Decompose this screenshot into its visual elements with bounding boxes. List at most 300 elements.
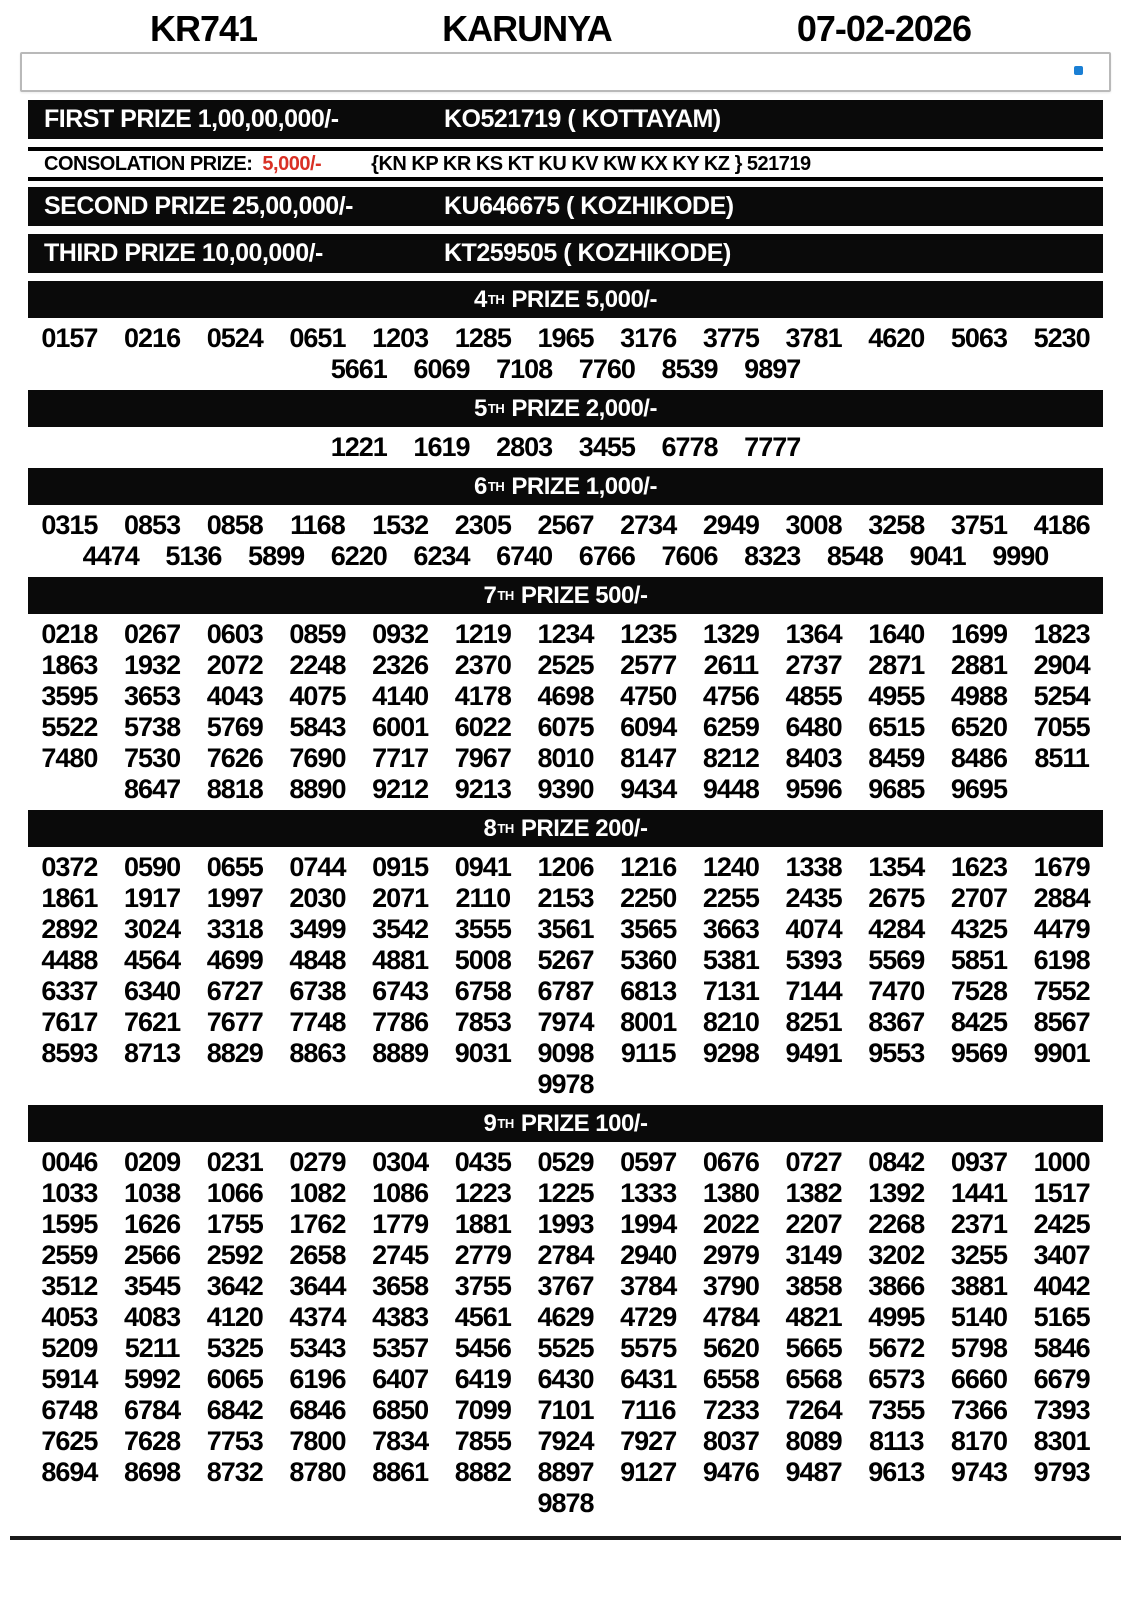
ticket-number: 2268 <box>868 1209 925 1239</box>
ticket-number: 7621 <box>124 1007 181 1037</box>
ticket-number: 7760 <box>578 354 635 384</box>
bottom-divider <box>10 1536 1121 1540</box>
ticket-number: 7927 <box>620 1426 677 1456</box>
ticket-number: 1863 <box>41 650 98 680</box>
prize-section-header: 7 TH PRIZE 500/- <box>28 577 1103 614</box>
ticket-number: 4043 <box>206 681 263 711</box>
ticket-number: 3858 <box>785 1271 842 1301</box>
ticket-number: 3663 <box>702 914 759 944</box>
ticket-number: 8882 <box>454 1457 511 1487</box>
ticket-number: 1338 <box>785 852 842 882</box>
ticket-number: 2734 <box>620 510 677 540</box>
ticket-number: 3008 <box>785 510 842 540</box>
ticket-number: 4178 <box>454 681 511 711</box>
ticket-number: 3561 <box>537 914 594 944</box>
ticket-number: 2425 <box>1033 1209 1090 1239</box>
ticket-number: 7617 <box>41 1007 98 1037</box>
ticket-number: 8170 <box>950 1426 1007 1456</box>
ticket-number: 9476 <box>702 1457 759 1487</box>
consolation-label: CONSOLATION PRIZE: <box>44 152 253 175</box>
ticket-number: 7606 <box>661 541 718 571</box>
ticket-number: 4756 <box>702 681 759 711</box>
ticket-number: 6846 <box>289 1395 346 1425</box>
ticket-number: 1917 <box>124 883 181 913</box>
prize-numbers-grid <box>28 508 1103 575</box>
ticket-number: 6094 <box>620 712 677 742</box>
ticket-number: 5211 <box>124 1333 180 1363</box>
ticket-number: 0372 <box>41 852 98 882</box>
ticket-number: 3318 <box>206 914 263 944</box>
ticket-number: 3595 <box>41 681 98 711</box>
ticket-number: 7108 <box>496 354 553 384</box>
ticket-number: 2658 <box>289 1240 346 1270</box>
ticket-number: 5992 <box>124 1364 181 1394</box>
ticket-number: 7470 <box>868 976 925 1006</box>
ticket-number: 7690 <box>289 743 346 773</box>
ticket-number: 7855 <box>454 1426 511 1456</box>
ticket-number: 2110 <box>455 883 511 913</box>
ticket-number: 5267 <box>537 945 594 975</box>
ticket-number: 3658 <box>372 1271 429 1301</box>
ticket-number: 2979 <box>702 1240 759 1270</box>
ticket-number: 9487 <box>785 1457 842 1487</box>
ticket-number: 7853 <box>454 1007 511 1037</box>
ticket-number: 1038 <box>124 1178 181 1208</box>
ticket-number: 8301 <box>1033 1426 1090 1456</box>
ticket-number: 7777 <box>744 432 801 462</box>
ticket-number: 5843 <box>289 712 346 742</box>
ticket-number: 2255 <box>702 883 759 913</box>
ticket-number: 8403 <box>785 743 842 773</box>
ticket-number: 6340 <box>124 976 181 1006</box>
ticket-number: 6758 <box>454 976 511 1006</box>
ticket-number: 1225 <box>537 1178 594 1208</box>
ticket-number: 6069 <box>413 354 470 384</box>
ticket-number: 0655 <box>206 852 263 882</box>
ticket-number: 6558 <box>702 1364 759 1394</box>
ticket-number: 1221 <box>330 432 387 462</box>
prize-sections <box>0 281 1131 1522</box>
ticket-number: 2675 <box>868 883 925 913</box>
ticket-number: 0209 <box>124 1147 181 1177</box>
ticket-number: 2030 <box>289 883 346 913</box>
ticket-number: 2871 <box>868 650 925 680</box>
ticket-number: 7233 <box>702 1395 759 1425</box>
ticket-number: 3455 <box>578 432 635 462</box>
ticket-number: 4699 <box>206 945 263 975</box>
ticket-number: 2250 <box>620 883 677 913</box>
ticket-number: 4083 <box>124 1302 181 1332</box>
ticket-number: 5254 <box>1033 681 1090 711</box>
ticket-number: 6430 <box>537 1364 594 1394</box>
ticket-number: 6573 <box>868 1364 925 1394</box>
prize-section-header: 4 TH PRIZE 5,000/- <box>28 281 1103 318</box>
ticket-number: 0603 <box>206 619 263 649</box>
ticket-number: 1881 <box>454 1209 511 1239</box>
prize-numbers-grid <box>28 430 1103 466</box>
ticket-number: 7101 <box>537 1395 594 1425</box>
ticket-number: 1392 <box>868 1178 925 1208</box>
ticket-number: 8732 <box>206 1457 263 1487</box>
ticket-number: 6748 <box>41 1395 98 1425</box>
ticket-number: 6419 <box>454 1364 511 1394</box>
ticket-number: 8698 <box>124 1457 181 1487</box>
ticket-number: 3512 <box>41 1271 98 1301</box>
ticket-number: 8010 <box>537 743 594 773</box>
ticket-number: 5575 <box>620 1333 677 1363</box>
ticket-number: 6743 <box>372 976 429 1006</box>
ticket-number: 5738 <box>124 712 181 742</box>
ticket-number: 1997 <box>206 883 263 913</box>
ticket-number: 6337 <box>41 976 98 1006</box>
ticket-number: 2559 <box>41 1240 98 1270</box>
ticket-number: 4561 <box>454 1302 511 1332</box>
prize-numbers-grid <box>28 321 1103 388</box>
ticket-number: 2371 <box>950 1209 1007 1239</box>
ticket-number: 8713 <box>124 1038 181 1068</box>
ticket-number: 0218 <box>41 619 98 649</box>
ticket-number: 4474 <box>82 541 139 571</box>
ticket-number: 6196 <box>289 1364 346 1394</box>
ticket-number: 6075 <box>537 712 594 742</box>
ticket-number: 7530 <box>124 743 181 773</box>
first-prize-label: FIRST PRIZE 1,00,00,000/- <box>44 105 339 133</box>
ticket-number: 5381 <box>702 945 759 975</box>
third-prize-bar <box>28 234 1103 273</box>
ticket-number: 8037 <box>702 1426 759 1456</box>
ticket-number: 7264 <box>785 1395 842 1425</box>
ticket-number: 1532 <box>372 510 429 540</box>
ticket-number: 5620 <box>702 1333 759 1363</box>
ticket-number: 3407 <box>1033 1240 1090 1270</box>
second-prize-label: SECOND PRIZE 25,00,000/- <box>44 192 353 220</box>
ticket-number: 0915 <box>372 852 429 882</box>
ticket-number: 0279 <box>289 1147 346 1177</box>
ticket-number: 1333 <box>620 1178 677 1208</box>
ticket-number: 0651 <box>289 323 346 353</box>
ticket-number: 0859 <box>289 619 346 649</box>
ticket-number: 1441 <box>950 1178 1007 1208</box>
ticket-number: 8425 <box>950 1007 1007 1037</box>
ticket-number: 3176 <box>620 323 677 353</box>
ticket-number: 5393 <box>785 945 842 975</box>
ticket-number: 0597 <box>620 1147 677 1177</box>
ticket-number: 3790 <box>702 1271 759 1301</box>
ticket-number: 4995 <box>868 1302 925 1332</box>
ticket-number: 5325 <box>206 1333 263 1363</box>
ticket-number: 8818 <box>206 774 263 804</box>
ticket-number: 6766 <box>578 541 635 571</box>
ticket-number: 3755 <box>454 1271 511 1301</box>
ticket-number: 6850 <box>372 1395 429 1425</box>
ticket-number: 5525 <box>537 1333 594 1363</box>
ticket-number: 8147 <box>620 743 677 773</box>
ticket-number: 8780 <box>289 1457 346 1487</box>
ticket-number: 6787 <box>537 976 594 1006</box>
ticket-number: 7967 <box>454 743 511 773</box>
ticket-number: 7786 <box>372 1007 429 1037</box>
ticket-number: 1932 <box>124 650 181 680</box>
ticket-number: 3644 <box>289 1271 346 1301</box>
prize-numbers-grid <box>28 850 1103 1103</box>
ticket-number: 1000 <box>1033 1147 1090 1177</box>
second-prize-bar <box>28 187 1103 226</box>
ticket-number: 5661 <box>330 354 387 384</box>
ticket-number: 4053 <box>41 1302 98 1332</box>
ticket-number: 1234 <box>537 619 594 649</box>
draw-date: 07-02-2026 <box>796 8 971 49</box>
ticket-number: 0937 <box>950 1147 1007 1177</box>
ticket-number: 8511 <box>1034 743 1089 773</box>
ticket-number: 9743 <box>950 1457 1007 1487</box>
ticket-number: 6259 <box>702 712 759 742</box>
consolation-prize-row <box>28 147 1103 181</box>
ticket-number: 4479 <box>1033 914 1090 944</box>
ticket-number: 4821 <box>785 1302 842 1332</box>
ticket-number: 9685 <box>868 774 925 804</box>
ticket-number: 6740 <box>496 541 553 571</box>
ticket-number: 7393 <box>1033 1395 1090 1425</box>
ticket-number: 8459 <box>868 743 925 773</box>
ticket-number: 8889 <box>372 1038 429 1068</box>
ticket-number: 8001 <box>620 1007 677 1037</box>
ticket-number: 7552 <box>1033 976 1090 1006</box>
ticket-number: 0231 <box>206 1147 263 1177</box>
ticket-number: 2566 <box>124 1240 181 1270</box>
prize-section-header: 5 TH PRIZE 2,000/- <box>28 390 1103 427</box>
ticket-number: 2525 <box>537 650 594 680</box>
ticket-number: 5914 <box>41 1364 98 1394</box>
ticket-number: 8323 <box>744 541 801 571</box>
ticket-number: 5230 <box>1033 323 1090 353</box>
ticket-number: 5008 <box>454 945 511 975</box>
ticket-number: 1168 <box>290 510 345 540</box>
ticket-number: 2611 <box>703 650 759 680</box>
ticket-number: 8089 <box>785 1426 842 1456</box>
ticket-number: 4074 <box>785 914 842 944</box>
lottery-name: KARUNYA <box>442 8 612 49</box>
ticket-number: 0842 <box>868 1147 925 1177</box>
ticket-number: 4284 <box>868 914 925 944</box>
ticket-number: 7717 <box>372 743 429 773</box>
ticket-number: 4488 <box>41 945 98 975</box>
ticket-number: 3653 <box>124 681 181 711</box>
ticket-number: 4698 <box>537 681 594 711</box>
ticket-number: 7144 <box>785 976 842 1006</box>
ticket-number: 1679 <box>1033 852 1090 882</box>
ticket-number: 7753 <box>206 1426 263 1456</box>
ticket-number: 6520 <box>950 712 1007 742</box>
ticket-number: 8829 <box>206 1038 263 1068</box>
ticket-number: 2949 <box>702 510 759 540</box>
ticket-number: 0676 <box>702 1147 759 1177</box>
ticket-number: 5357 <box>372 1333 429 1363</box>
ticket-number: 0267 <box>124 619 181 649</box>
ticket-number: 2784 <box>537 1240 594 1270</box>
consolation-series: {KN KP KR KS KT KU KV KW KX KY KZ } 521719 <box>371 152 811 175</box>
ticket-number: 4140 <box>372 681 429 711</box>
prize-numbers-grid <box>28 1145 1103 1522</box>
ticket-number: 1240 <box>702 852 759 882</box>
ticket-number: 4629 <box>537 1302 594 1332</box>
ticket-number: 5063 <box>950 323 1007 353</box>
ticket-number: 8694 <box>41 1457 98 1487</box>
ticket-number: 3555 <box>454 914 511 944</box>
ticket-number: 4383 <box>372 1302 429 1332</box>
ticket-number: 9434 <box>620 774 677 804</box>
ticket-number: 2881 <box>950 650 1007 680</box>
ticket-number: 4729 <box>620 1302 677 1332</box>
ticket-number: 9491 <box>785 1038 842 1068</box>
ticket-number: 8593 <box>41 1038 98 1068</box>
ticket-number: 9098 <box>537 1038 594 1068</box>
ticket-number: 3775 <box>702 323 759 353</box>
prize-section-header: 9 TH PRIZE 100/- <box>28 1105 1103 1142</box>
ticket-number: 9793 <box>1033 1457 1090 1487</box>
ticket-number: 5672 <box>868 1333 925 1363</box>
ticket-number: 6001 <box>372 712 429 742</box>
ticket-number: 2592 <box>206 1240 263 1270</box>
ticket-number: 9990 <box>992 541 1049 571</box>
ticket-number: 5569 <box>868 945 925 975</box>
ticket-number: 1382 <box>785 1178 842 1208</box>
ticket-number: 0435 <box>454 1147 511 1177</box>
ticket-number: 2904 <box>1033 650 1090 680</box>
ticket-number: 3751 <box>950 510 1007 540</box>
ticket-number: 1216 <box>620 852 677 882</box>
ticket-number: 1993 <box>537 1209 594 1239</box>
ticket-number: 5343 <box>289 1333 346 1363</box>
ticket-number: 2022 <box>702 1209 759 1239</box>
ticket-number: 6727 <box>206 976 263 1006</box>
ticket-number: 1626 <box>124 1209 181 1239</box>
ticket-number: 1354 <box>868 852 925 882</box>
ticket-number: 2737 <box>785 650 842 680</box>
ticket-number: 7528 <box>950 976 1007 1006</box>
ticket-number: 1762 <box>289 1209 346 1239</box>
ticket-number: 2326 <box>372 650 429 680</box>
ticket-number: 0157 <box>41 323 98 353</box>
ticket-number: 5798 <box>950 1333 1007 1363</box>
ticket-number: 9213 <box>454 774 511 804</box>
third-prize-label: THIRD PRIZE 10,00,000/- <box>44 239 323 267</box>
draw-code: KR741 <box>150 8 258 49</box>
ticket-number: 1285 <box>454 323 511 353</box>
ticket-number: 1086 <box>372 1178 429 1208</box>
ticket-number: 5165 <box>1033 1302 1090 1332</box>
empty-input-bar[interactable] <box>20 52 1111 92</box>
third-prize-winner: KT259505 ( KOZHIKODE) <box>444 239 731 267</box>
ticket-number: 2745 <box>372 1240 429 1270</box>
ticket-number: 1779 <box>372 1209 429 1239</box>
ticket-number: 3767 <box>537 1271 594 1301</box>
ticket-number: 7131 <box>702 976 759 1006</box>
ticket-number: 9553 <box>868 1038 925 1068</box>
ticket-number: 5851 <box>950 945 1007 975</box>
ticket-number: 6679 <box>1033 1364 1090 1394</box>
ticket-number: 8367 <box>868 1007 925 1037</box>
ticket-number: 2803 <box>496 432 553 462</box>
ticket-number: 6220 <box>330 541 387 571</box>
ticket-number: 8251 <box>785 1007 842 1037</box>
consolation-amount: 5,000/- <box>262 152 322 175</box>
ticket-number: 6198 <box>1033 945 1090 975</box>
ticket-number: 1595 <box>41 1209 98 1239</box>
ticket-number: 5846 <box>1033 1333 1090 1363</box>
ticket-number: 9127 <box>620 1457 677 1487</box>
ticket-number: 3565 <box>620 914 677 944</box>
ticket-number: 1965 <box>537 323 594 353</box>
ticket-number: 1755 <box>206 1209 263 1239</box>
ticket-number: 7099 <box>454 1395 511 1425</box>
ticket-number: 7628 <box>124 1426 181 1456</box>
ticket-number: 4855 <box>785 681 842 711</box>
ticket-number: 4955 <box>868 681 925 711</box>
ticket-number: 8539 <box>661 354 718 384</box>
ticket-number: 0932 <box>372 619 429 649</box>
ticket-number: 8567 <box>1033 1007 1090 1037</box>
ticket-number: 8890 <box>289 774 346 804</box>
ticket-number: 4784 <box>702 1302 759 1332</box>
ticket-number: 8210 <box>702 1007 759 1037</box>
ticket-number: 4848 <box>289 945 346 975</box>
ticket-number: 9212 <box>372 774 429 804</box>
ticket-number: 1033 <box>41 1178 98 1208</box>
ticket-number: 6407 <box>372 1364 429 1394</box>
ticket-number: 9901 <box>1033 1038 1090 1068</box>
ticket-number: 1066 <box>206 1178 263 1208</box>
ticket-number: 2072 <box>206 650 263 680</box>
ticket-number: 2884 <box>1033 883 1090 913</box>
ticket-number: 4325 <box>950 914 1007 944</box>
ticket-number: 3499 <box>289 914 346 944</box>
ticket-number: 7355 <box>868 1395 925 1425</box>
ticket-number: 9041 <box>909 541 966 571</box>
ticket-number: 3781 <box>785 323 842 353</box>
ticket-number: 5136 <box>165 541 222 571</box>
ticket-number: 2370 <box>454 650 511 680</box>
prize-section-header: 8 TH PRIZE 200/- <box>28 810 1103 847</box>
ticket-number: 9298 <box>702 1038 759 1068</box>
ticket-number: 6022 <box>454 712 511 742</box>
ticket-number: 2071 <box>372 883 429 913</box>
ticket-number: 9695 <box>950 774 1007 804</box>
ticket-number: 5769 <box>206 712 263 742</box>
ticket-number: 7834 <box>372 1426 429 1456</box>
ticket-number: 7626 <box>206 743 263 773</box>
ticket-number: 7055 <box>1033 712 1090 742</box>
ticket-number: 8863 <box>289 1038 346 1068</box>
ticket-number: 2892 <box>41 914 98 944</box>
ticket-number: 1861 <box>41 883 98 913</box>
ticket-number: 0853 <box>124 510 181 540</box>
ticket-number: 7800 <box>289 1426 346 1456</box>
blue-marker-icon <box>1074 66 1083 75</box>
ticket-number: 8861 <box>372 1457 429 1487</box>
ticket-number: 6568 <box>785 1364 842 1394</box>
ticket-number: 8486 <box>950 743 1007 773</box>
page-title <box>0 0 1131 50</box>
ticket-number: 1380 <box>702 1178 759 1208</box>
ticket-number: 1203 <box>372 323 429 353</box>
ticket-number: 1699 <box>950 619 1007 649</box>
ticket-number: 0529 <box>537 1147 594 1177</box>
ticket-number: 6778 <box>661 432 718 462</box>
ticket-number: 2153 <box>537 883 594 913</box>
ticket-number: 1517 <box>1033 1178 1090 1208</box>
ticket-number: 3545 <box>124 1271 181 1301</box>
ticket-number: 9448 <box>702 774 759 804</box>
